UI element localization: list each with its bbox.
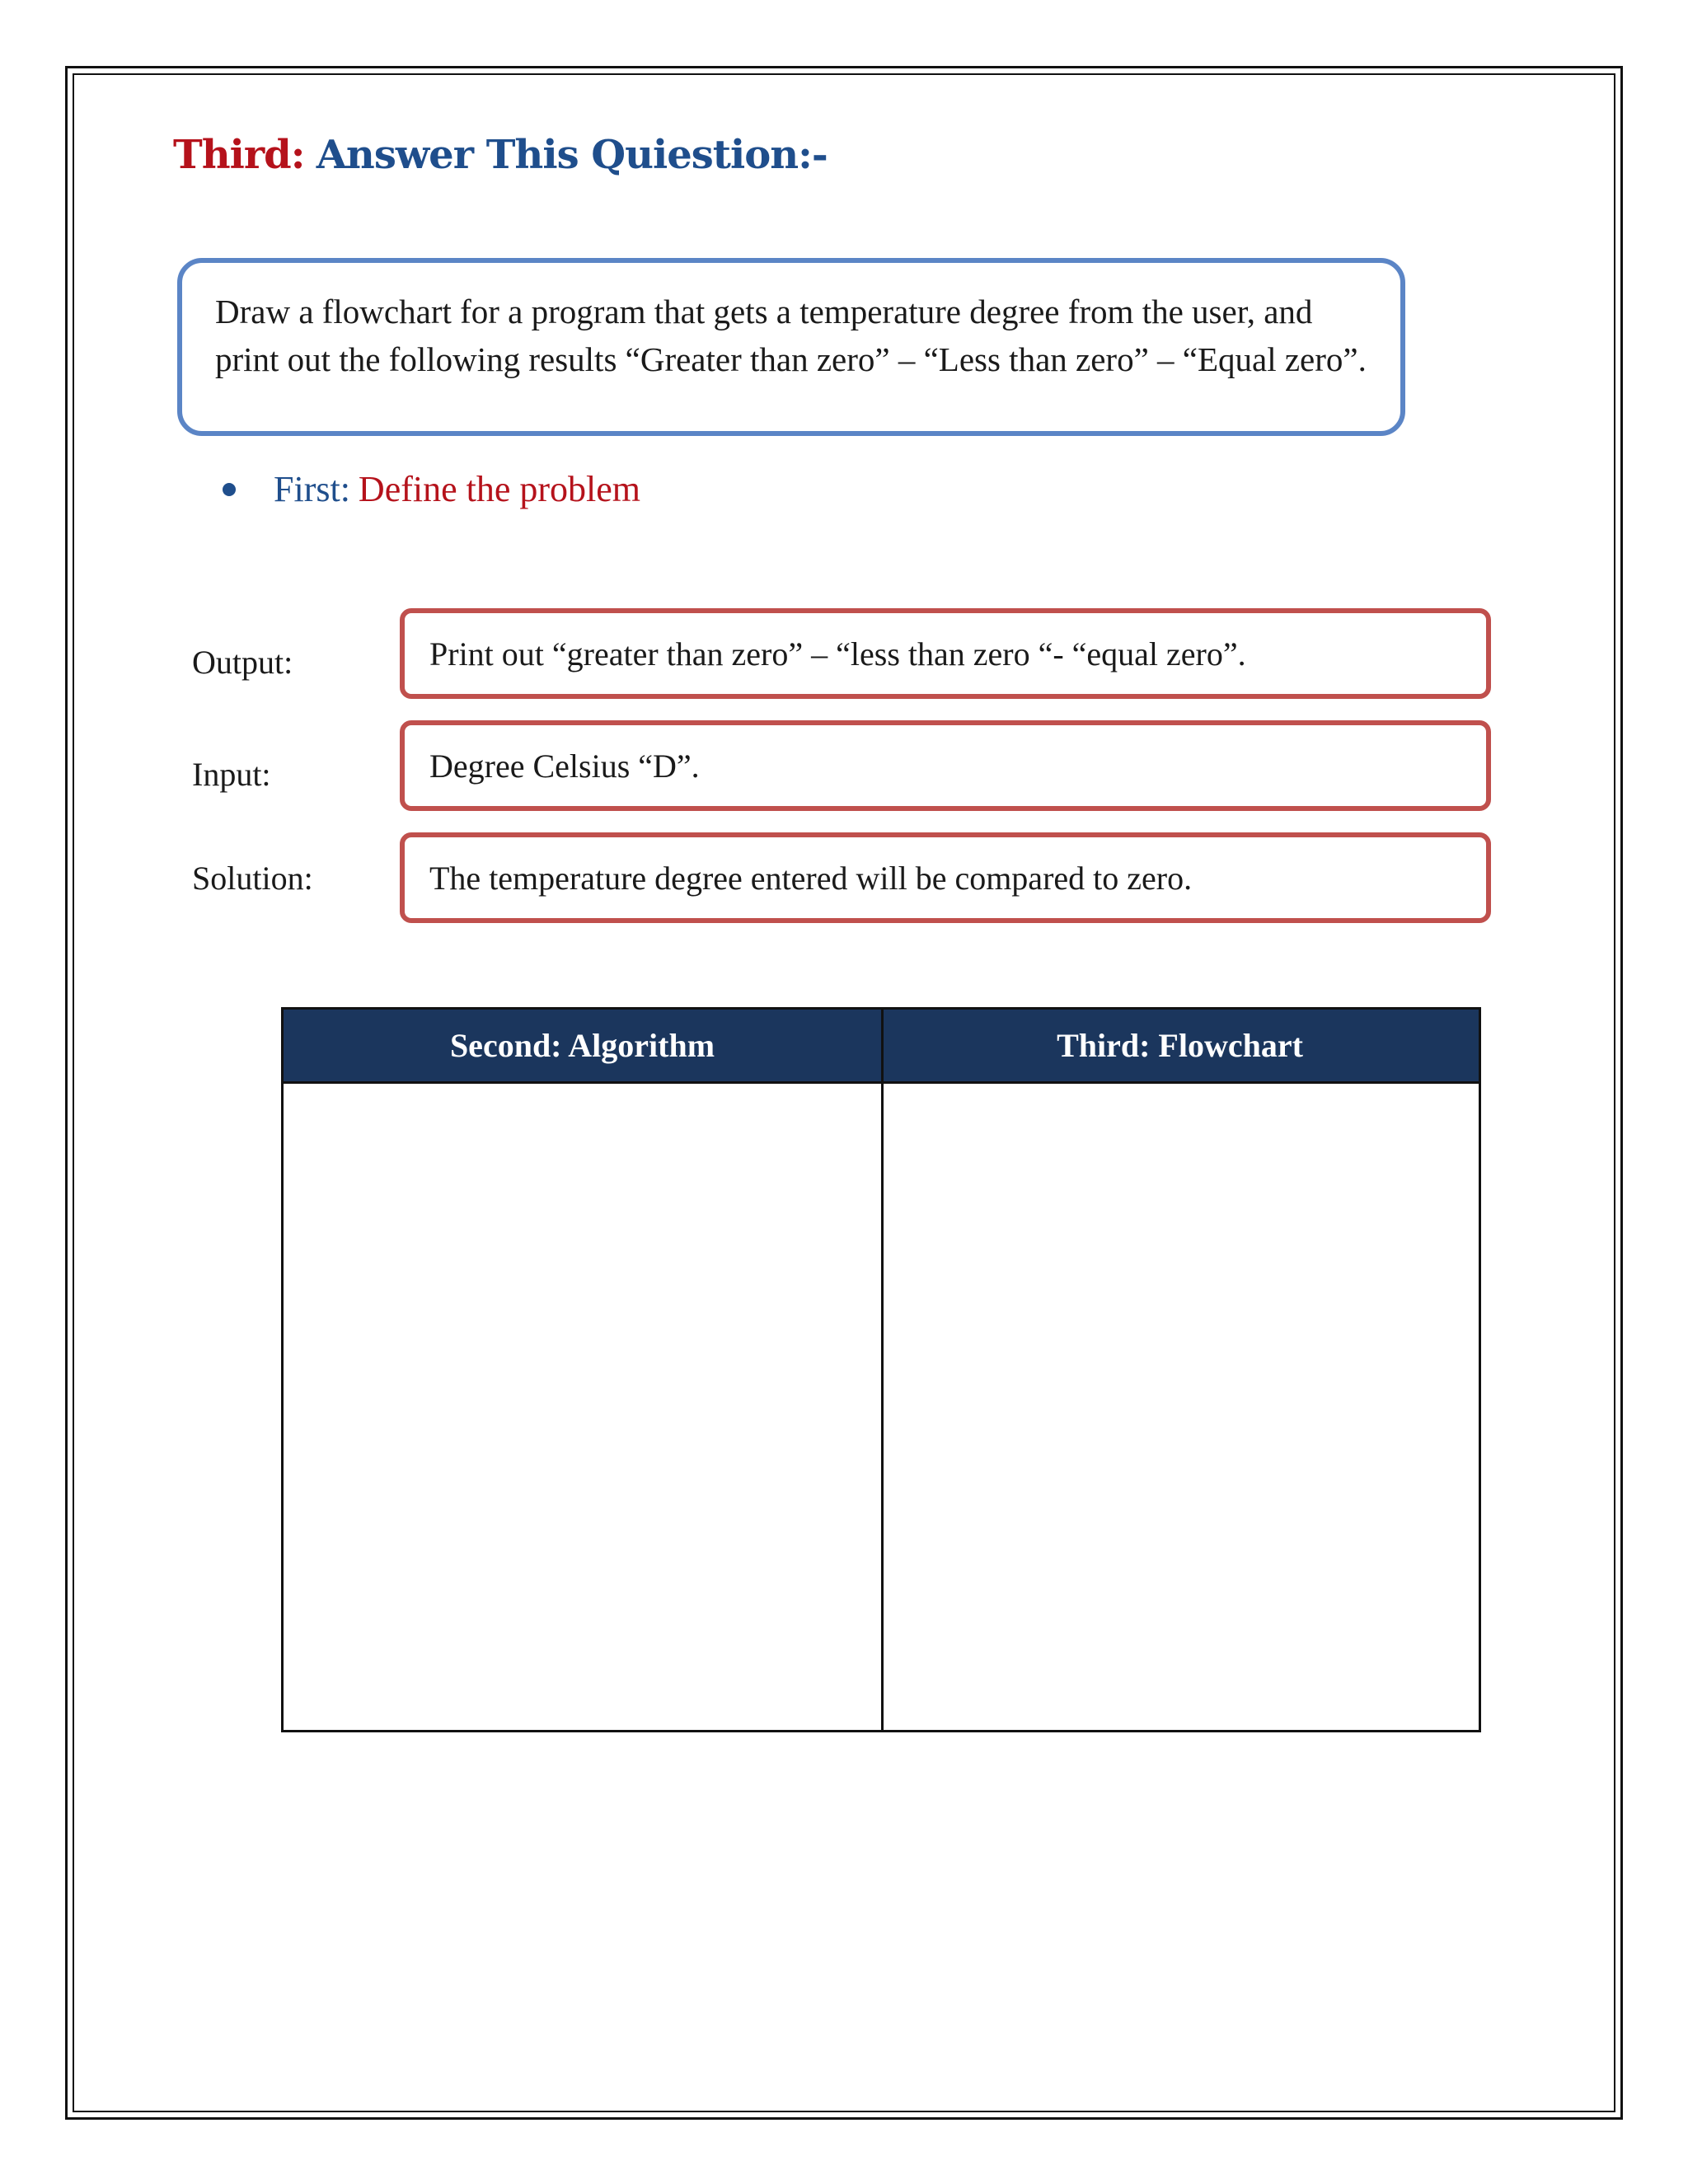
heading-prefix: Third: — [173, 132, 305, 178]
bullet-icon — [223, 483, 236, 496]
solution-value-box: The temperature degree entered will be compared to zero. — [400, 832, 1491, 923]
question-text: Draw a flowchart for a program that gets a temperature degree from the user, and print out the following results “Greater than zero” – “Less than zero” – “Equal zero”. — [215, 293, 1367, 378]
first-section-label: First: — [274, 469, 350, 509]
output-value-box: Print out “greater than zero” – “less than zero “- “equal zero”. — [400, 608, 1491, 699]
heading-title: Answer This Quiestion:- — [316, 132, 828, 178]
question-box — [177, 258, 1405, 436]
section-heading — [173, 132, 828, 178]
algorithm-answer-area[interactable] — [284, 1084, 881, 1730]
flowchart-answer-area[interactable] — [881, 1084, 1479, 1730]
input-value-box: Degree Celsius “D”. — [400, 720, 1491, 811]
input-label: Input: — [192, 756, 271, 793]
solution-label: Solution: — [192, 860, 313, 897]
algorithm-header: Second: Algorithm — [449, 1027, 715, 1064]
answer-table — [281, 1007, 1481, 1732]
flowchart-header: Third: Flowchart — [1057, 1027, 1303, 1064]
first-section-bullet — [223, 468, 640, 510]
first-section-title: Define the problem — [358, 469, 641, 509]
output-label: Output: — [192, 644, 293, 681]
